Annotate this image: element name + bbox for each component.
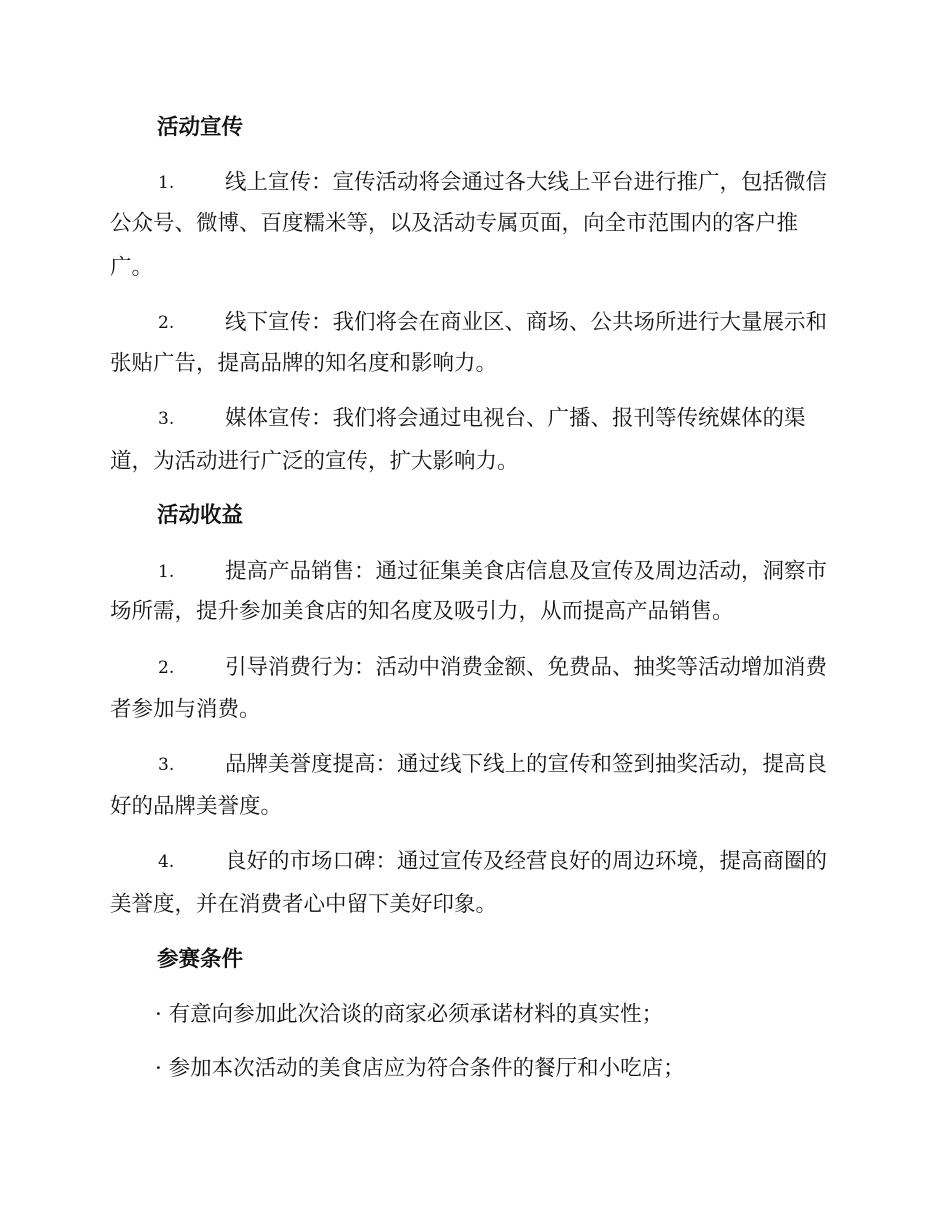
item-number: 3. <box>158 755 175 775</box>
bullet-item: · 参加本次活动的美食店应为符合条件的餐厅和小吃店； <box>155 1056 685 1081</box>
section-heading-benefits: 活动收益 <box>157 503 244 528</box>
item-text-line: 道，为活动进行广泛的宣传，扩大影响力。 <box>110 449 519 474</box>
item-text-line: 线上宣传：宣传活动将会通过各大线上平台进行推广，包括微信 <box>225 170 828 195</box>
item-number: 2. <box>158 658 175 678</box>
item-text-line: 好的品牌美誉度。 <box>110 794 283 819</box>
item-text-line: 张贴广告，提高品牌的知名度和影响力。 <box>110 351 498 376</box>
section-heading-conditions: 参赛条件 <box>157 947 244 972</box>
item-text-line: 提高产品销售：通过征集美食店信息及宣传及周边活动，洞察市 <box>225 559 828 584</box>
item-text-line: 引导消费行为：活动中消费金额、免费品、抽奖等活动增加消费 <box>225 655 828 680</box>
item-text-line: 良好的市场口碑：通过宣传及经营良好的周边环境，提高商圈的 <box>225 849 828 874</box>
item-text-line: 品牌美誉度提高：通过线下线上的宣传和签到抽奖活动，提高良 <box>225 752 828 777</box>
item-number: 1. <box>158 562 175 582</box>
item-number: 1. <box>158 173 175 193</box>
item-text-line: 媒体宣传：我们将会通过电视台、广播、报刊等传统媒体的渠 <box>225 406 806 431</box>
section-heading-promotion: 活动宣传 <box>157 115 244 140</box>
bullet-item: · 有意向参加此次洽谈的商家必须承诺材料的真实性； <box>155 1002 664 1027</box>
item-text-line: 线下宣传：我们将会在商业区、商场、公共场所进行大量展示和 <box>225 310 828 335</box>
item-text-line: 美誉度，并在消费者心中留下美好印象。 <box>110 892 498 917</box>
item-text-line: 公众号、微博、百度糯米等，以及活动专属页面，向全市范围内的客户推 <box>110 211 799 236</box>
item-number: 4. <box>158 852 175 872</box>
item-text-line: 场所需，提升参加美食店的知名度及吸引力，从而提高产品销售。 <box>110 599 734 624</box>
item-number: 3. <box>158 409 175 429</box>
item-text-line: 者参加与消费。 <box>110 697 261 722</box>
item-text-line: 广。 <box>110 255 154 280</box>
item-number: 2. <box>158 313 175 333</box>
